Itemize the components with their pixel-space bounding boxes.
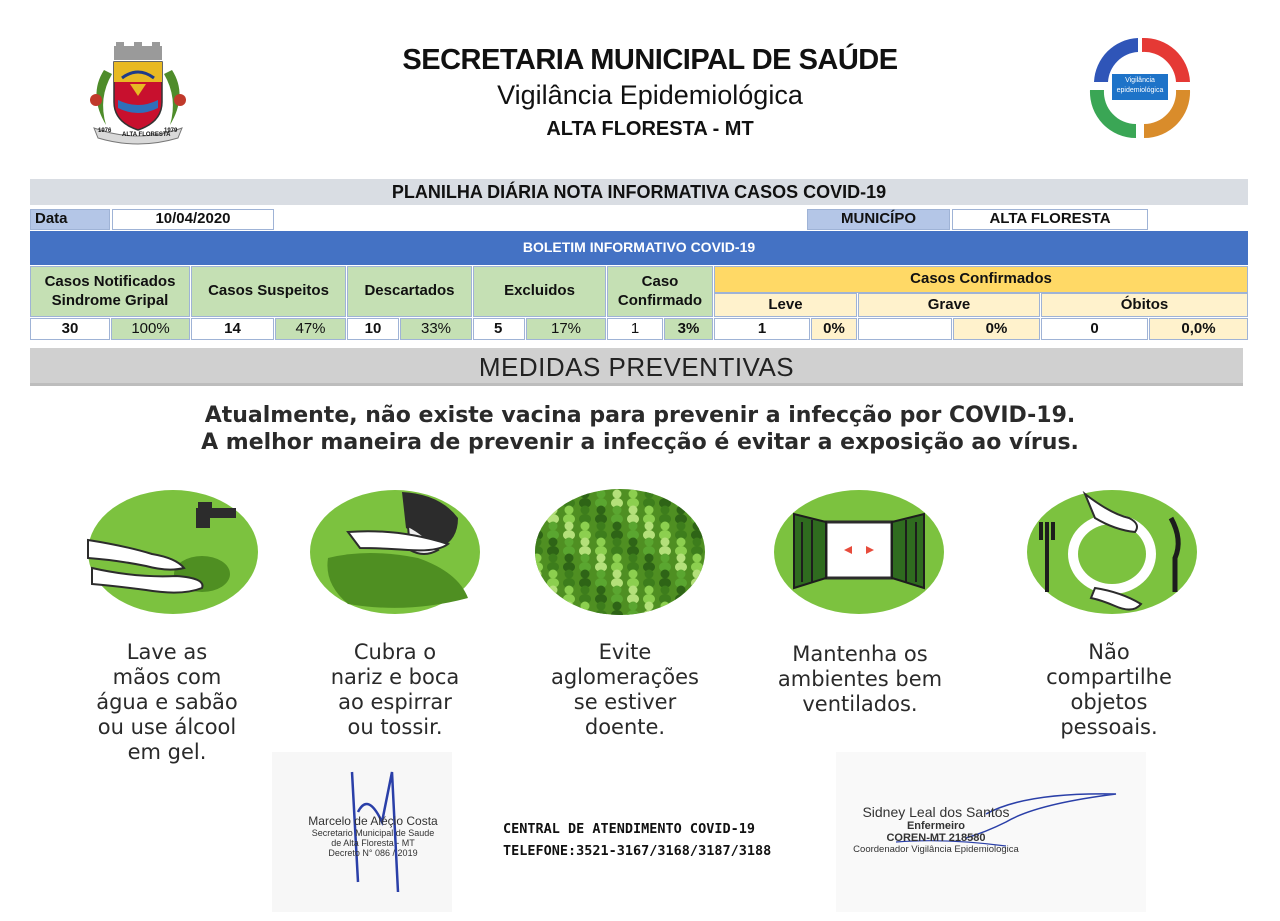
- left-sig-name: Marcelo de Aléçio Costa: [308, 814, 438, 828]
- pct-notificados: 100%: [111, 318, 190, 340]
- header-confirmado: [607, 266, 713, 317]
- page-subtitle: Vigilância Epidemiológica: [497, 80, 803, 110]
- municipio-value: ALTA FLORESTA: [952, 209, 1148, 230]
- header-confirmado-line1: Caso: [641, 272, 679, 290]
- pct-obitos: 0,0%: [1149, 318, 1248, 340]
- caption-line: ventilados.: [802, 692, 918, 716]
- value-excluidos: 5: [473, 318, 525, 340]
- surveillance-logo: [1082, 30, 1198, 146]
- open-window-icon: [772, 488, 946, 621]
- caption-line: ou tossir.: [347, 715, 443, 739]
- right-sig-role: Enfermeiro: [906, 820, 966, 832]
- header-excluidos: Excluidos: [473, 266, 606, 317]
- pct-suspeitos: 47%: [275, 318, 346, 340]
- central-title: CENTRAL DE ATENDIMENTO COVID-19: [503, 821, 755, 837]
- caption-line: Não: [1088, 640, 1130, 664]
- right-sig-name: Sidney Leal dos Santos: [862, 804, 1010, 820]
- left-sig-role: Secretario Municipal de Saude: [311, 828, 435, 838]
- header-notificados: [30, 266, 190, 317]
- right-sig-title: Coordenador Vigilância Epidemiologica: [853, 844, 1019, 855]
- date-label: Data: [30, 209, 110, 230]
- caption-line: nariz e boca: [330, 665, 460, 689]
- caption-cough: [290, 640, 500, 740]
- caption-line: doente.: [584, 715, 666, 739]
- value-suspeitos: 14: [191, 318, 274, 340]
- sheet-title: PLANILHA DIÁRIA NOTA INFORMATIVA CASOS COVID-19: [30, 179, 1248, 205]
- pct-descartados: 33%: [400, 318, 472, 340]
- left-signature-block: [292, 814, 454, 858]
- caption-line: Evite: [598, 640, 652, 664]
- caption-line: Cubra o: [353, 640, 437, 664]
- caption-line: mãos com: [112, 665, 222, 689]
- prevention-intro-line1: Atualmente, não existe vacina para prevenir a infecção por COVID-19.: [204, 403, 1076, 428]
- caption-line: ou use álcool: [97, 715, 237, 739]
- pct-confirmado: 3%: [664, 318, 713, 340]
- caption-hand-washing: [62, 640, 272, 765]
- crowd-icon: [533, 486, 707, 623]
- pct-leve: 0%: [811, 318, 857, 340]
- caption-line: Mantenha os: [792, 642, 928, 666]
- date-value: 10/04/2020: [112, 209, 274, 230]
- caption-line: em gel.: [127, 740, 207, 764]
- logo-center-text: Vigilância epidemiológica: [1116, 77, 1164, 94]
- header-casos-confirmados: Casos Confirmados: [714, 266, 1248, 293]
- prevention-banner: MEDIDAS PREVENTIVAS: [30, 348, 1243, 386]
- hand-washing-icon: [86, 488, 260, 621]
- municipal-crest: [84, 40, 192, 145]
- value-leve: 1: [714, 318, 810, 340]
- caption-line: Lave as: [126, 640, 208, 664]
- cough-elbow-icon: [308, 488, 482, 621]
- caption-line: água e sabão: [96, 690, 238, 714]
- caption-crowd: [520, 640, 730, 740]
- header-leve: Leve: [714, 293, 857, 317]
- value-confirmado: 1: [607, 318, 663, 340]
- crest-year-right: 1979: [164, 128, 178, 134]
- header-notificados-line2: Sindrome Gripal: [51, 291, 169, 309]
- header-grave: Grave: [858, 293, 1040, 317]
- caption-plate: [1004, 640, 1214, 740]
- header-suspeitos: Casos Suspeitos: [191, 266, 346, 317]
- value-grave: [858, 318, 952, 340]
- prevention-intro-line2: A melhor maneira de prevenir a infecção é evitar a exposição ao vírus.: [201, 430, 1079, 455]
- value-notificados: 30: [30, 318, 110, 340]
- header-confirmado-line2: Confirmado: [617, 291, 703, 309]
- caption-line: ao espirrar: [338, 690, 452, 714]
- page-title: SECRETARIA MUNICIPAL DE SAÚDE: [402, 44, 898, 76]
- caption-line: ambientes bem: [777, 667, 943, 691]
- value-obitos: 0: [1041, 318, 1148, 340]
- left-sig-decree: Decreto N° 086 / 2019: [328, 848, 418, 858]
- bulletin-bar: BOLETIM INFORMATIVO COVID-19: [30, 231, 1248, 265]
- pct-grave: 0%: [953, 318, 1040, 340]
- crest-ribbon-text: ALTA FLORESTA: [122, 132, 171, 138]
- header-obitos: Óbitos: [1041, 293, 1248, 317]
- caption-line: aglomerações: [550, 665, 699, 689]
- caption-line: pessoais.: [1060, 715, 1158, 739]
- caption-line: se estiver: [573, 690, 677, 714]
- caption-line: objetos: [1070, 690, 1148, 714]
- crest-year-left: 1976: [98, 128, 112, 134]
- right-signature-block: [836, 804, 1036, 855]
- pct-excluidos: 17%: [526, 318, 606, 340]
- caption-line: compartilhe: [1046, 665, 1172, 689]
- left-sig-place: de Alta Floresta - MT: [331, 838, 415, 848]
- central-atendimento: [503, 818, 771, 862]
- caption-window: [755, 642, 965, 717]
- value-descartados: 10: [347, 318, 399, 340]
- central-phone: TELEFONE:3521-3167/3168/3187/3188: [503, 843, 772, 859]
- header-notificados-line1: Casos Notificados: [44, 272, 176, 290]
- header-descartados: Descartados: [347, 266, 472, 317]
- shared-plate-icon: [1025, 488, 1199, 621]
- right-sig-coren: COREN-MT 218580: [886, 832, 986, 844]
- municipio-label: MUNICÍPO: [807, 209, 950, 230]
- city-label: ALTA FLORESTA - MT: [546, 118, 754, 140]
